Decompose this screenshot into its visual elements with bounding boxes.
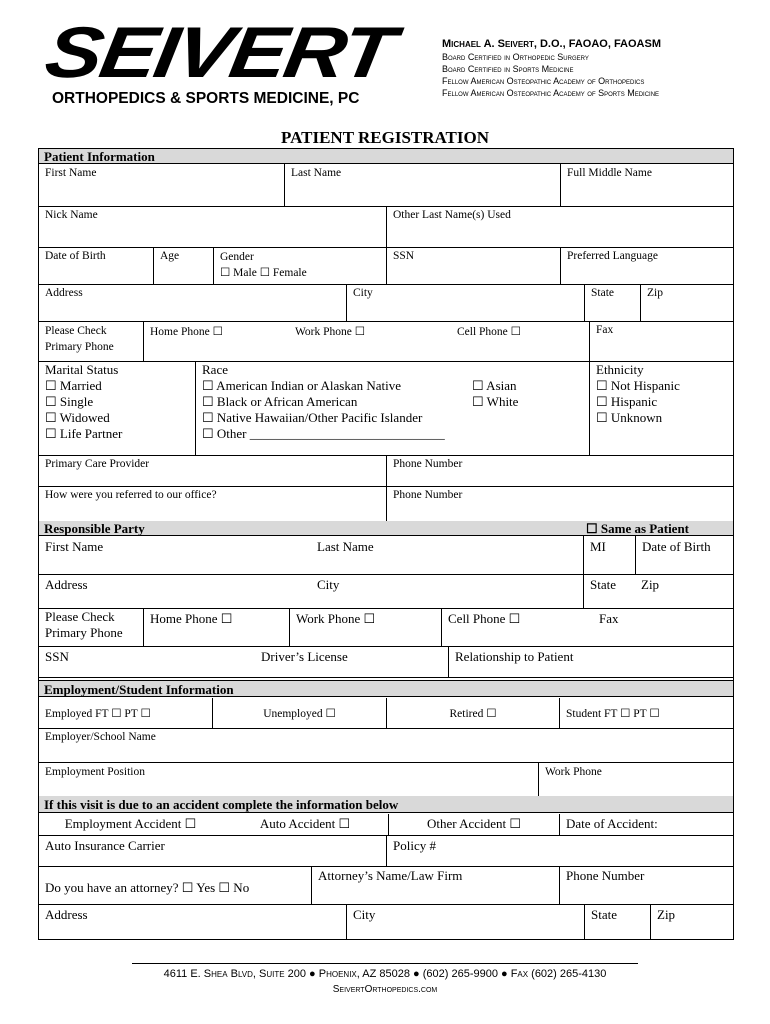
rp-cell-phone-field[interactable]: Cell Phone ☐ <box>441 608 593 646</box>
footer-address: 4611 E. Shea Blvd, Suite 200 ● Phoenix, AZ 85028 ● (602) 265-9900 ● Fax (602) 265-4130 <box>163 968 607 980</box>
registration-form <box>38 148 734 940</box>
credential: Board Certified in Orthopedic Surgery <box>442 52 589 62</box>
preferred-language-field[interactable]: Preferred Language <box>560 247 733 284</box>
marital-label: Marital Status <box>45 362 119 377</box>
rp-last-name-field[interactable]: Last Name <box>317 539 374 554</box>
ethnicity-option[interactable]: ☐ Not Hispanic <box>596 378 680 393</box>
section-patient-information: Patient Information <box>39 149 733 164</box>
credential: Fellow American Osteopathic Academy of Sports Medicine <box>442 88 660 98</box>
pcp-field[interactable]: Primary Care Provider <box>45 458 150 470</box>
logo-subtitle: ORTHOPEDICS & SPORTS MEDICINE, PC <box>52 90 360 107</box>
rp-work-phone-field[interactable]: Work Phone ☐ <box>289 608 441 646</box>
referral-phone-field[interactable]: Phone Number <box>386 486 733 521</box>
rp-home-phone-field[interactable]: Home Phone ☐ <box>143 608 289 646</box>
student-option[interactable]: Student FT ☐ PT ☐ <box>559 698 733 728</box>
same-as-patient-checkbox[interactable]: ☐ Same as Patient <box>586 521 690 536</box>
logo: SEIVERT <box>39 13 399 93</box>
rp-relationship-field[interactable]: Relationship to Patient <box>448 646 733 677</box>
attorney-address-field[interactable]: Address <box>45 907 88 922</box>
form-row <box>39 728 733 763</box>
employer-name-field[interactable]: Employer/School Name <box>45 731 156 743</box>
rp-dob-field[interactable]: Date of Birth <box>635 536 733 574</box>
form-row <box>39 486 733 522</box>
form-row <box>39 814 733 836</box>
city-field[interactable]: City <box>346 284 584 321</box>
race-field[interactable] <box>195 361 589 455</box>
form-row <box>39 455 733 487</box>
nick-name-field[interactable]: Nick Name <box>45 209 98 221</box>
gender-label: Gender <box>220 251 254 263</box>
section-employment: Employment/Student Information <box>39 680 733 697</box>
rp-mi-field[interactable]: MI <box>583 536 635 574</box>
form-row <box>39 284 733 322</box>
employment-accident-option[interactable]: Employment Accident ☐ <box>64 816 197 831</box>
form-row <box>39 866 733 905</box>
rp-city-field[interactable]: City <box>317 577 340 592</box>
state-field[interactable]: State <box>584 284 640 321</box>
middle-name-field[interactable]: Full Middle Name <box>560 164 733 206</box>
page-title: PATIENT REGISTRATION <box>281 128 489 147</box>
ethnicity-option[interactable]: ☐ Unknown <box>596 410 663 425</box>
rp-first-name-field[interactable]: First Name <box>45 539 104 554</box>
marital-option[interactable]: ☐ Widowed <box>45 410 110 425</box>
form-row <box>39 536 733 575</box>
cell-phone-field[interactable]: Cell Phone ☐ <box>457 326 521 338</box>
zip-field[interactable]: Zip <box>640 284 733 321</box>
section-accident: If this visit is due to an accident complete the information below <box>39 796 733 813</box>
rp-state-field[interactable]: State <box>583 574 635 608</box>
last-name-field[interactable]: Last Name <box>284 164 560 206</box>
check-label: Please Check <box>45 325 107 337</box>
marital-option[interactable]: ☐ Married <box>45 378 102 393</box>
marital-option[interactable]: ☐ Life Partner <box>45 426 123 441</box>
employment-position-field[interactable]: Employment Position <box>45 766 145 778</box>
form-row <box>39 574 733 609</box>
primary-phone-text: Primary Phone <box>45 341 114 353</box>
form-row <box>39 762 733 797</box>
insurance-carrier-field[interactable]: Auto Insurance Carrier <box>45 838 165 853</box>
credential: Fellow American Osteopathic Academy of Orthopedics <box>442 76 645 86</box>
form-row <box>39 608 733 647</box>
gender-options[interactable]: ☐ Male ☐ Female <box>220 267 307 279</box>
attorney-state-field[interactable]: State <box>584 904 650 939</box>
doctor-name: Michael A. Seivert, D.O., FAOAO, FAOASM <box>442 38 661 50</box>
marital-status-field[interactable] <box>39 361 195 455</box>
form-row <box>39 646 733 678</box>
attorney-city-field[interactable]: City <box>346 904 584 939</box>
policy-number-field[interactable]: Policy # <box>386 835 733 866</box>
footer-website[interactable]: SeivertOrthopedics.com <box>332 984 438 995</box>
other-accident-option[interactable]: Other Accident ☐ <box>388 814 559 835</box>
first-name-field[interactable]: First Name <box>45 167 97 179</box>
accident-date-field[interactable]: Date of Accident: <box>559 814 733 835</box>
ssn-field[interactable]: SSN <box>386 247 560 284</box>
marital-option[interactable]: ☐ Single <box>45 394 94 409</box>
rp-license-field[interactable]: Driver’s License <box>261 649 348 664</box>
retired-option[interactable]: Retired ☐ <box>386 698 559 728</box>
rp-ssn-field[interactable]: SSN <box>45 649 69 664</box>
race-option[interactable]: ☐ Asian <box>472 378 517 393</box>
race-label: Race <box>202 362 228 377</box>
auto-accident-option[interactable]: Auto Accident ☐ <box>259 816 351 831</box>
gender-field[interactable] <box>213 247 386 284</box>
race-option[interactable]: ☐ Other ______________________________ <box>202 426 445 441</box>
form-row <box>39 904 733 939</box>
form-row <box>39 206 733 248</box>
attorney-phone-field[interactable]: Phone Number <box>559 866 733 904</box>
home-phone-field[interactable]: Home Phone ☐ <box>143 321 289 361</box>
address-field[interactable]: Address <box>45 287 83 299</box>
form-row <box>39 361 733 456</box>
ethnicity-option[interactable]: ☐ Hispanic <box>596 394 658 409</box>
race-option[interactable]: ☐ Black or African American <box>202 394 358 409</box>
section-responsible-party <box>39 521 733 536</box>
primary-phone-label <box>39 321 143 361</box>
form-row <box>39 321 733 362</box>
form-row <box>39 698 733 729</box>
employed-option[interactable]: Employed FT ☐ PT ☐ <box>45 708 151 720</box>
rp-zip-field[interactable]: Zip <box>641 577 660 592</box>
race-option[interactable]: ☐ White <box>472 394 519 409</box>
footer-divider <box>132 963 638 964</box>
pcp-phone-field[interactable]: Phone Number <box>386 455 733 486</box>
form-row <box>39 835 733 867</box>
fax-field[interactable]: Fax <box>589 321 733 361</box>
credential: Board Certified in Sports Medicine <box>442 64 574 74</box>
attorney-question[interactable]: Do you have an attorney? ☐ Yes ☐ No <box>45 880 250 895</box>
rp-address-field[interactable]: Address <box>45 577 88 592</box>
attorney-name-field[interactable]: Attorney’s Name/Law Firm <box>311 866 559 904</box>
referral-field[interactable]: How were you referred to our office? <box>45 489 217 501</box>
unemployed-option[interactable]: Unemployed ☐ <box>212 698 386 728</box>
dob-field[interactable]: Date of Birth <box>45 250 106 262</box>
other-last-name-field[interactable]: Other Last Name(s) Used <box>386 206 733 247</box>
race-option[interactable]: ☐ American Indian or Alaskan Native <box>202 378 402 393</box>
work-phone-field[interactable]: Work Phone ☐ <box>295 326 366 338</box>
rp-fax-field[interactable]: Fax <box>599 611 619 626</box>
rp-primary-phone-label <box>39 608 143 646</box>
age-field[interactable]: Age <box>153 247 213 284</box>
race-option[interactable]: ☐ Native Hawaiian/Other Pacific Islander <box>202 410 423 425</box>
race-options-right <box>472 378 518 410</box>
attorney-zip-field[interactable]: Zip <box>650 904 733 939</box>
form-row <box>39 247 733 285</box>
form-row <box>39 164 733 207</box>
primary-phone-text: Primary Phone <box>45 625 123 640</box>
ethnicity-label: Ethnicity <box>596 362 644 377</box>
employer-work-phone-field[interactable]: Work Phone <box>538 762 733 796</box>
check-label: Please Check <box>45 609 115 624</box>
ethnicity-field[interactable] <box>589 361 733 455</box>
responsible-party-title: Responsible Party <box>44 521 145 536</box>
